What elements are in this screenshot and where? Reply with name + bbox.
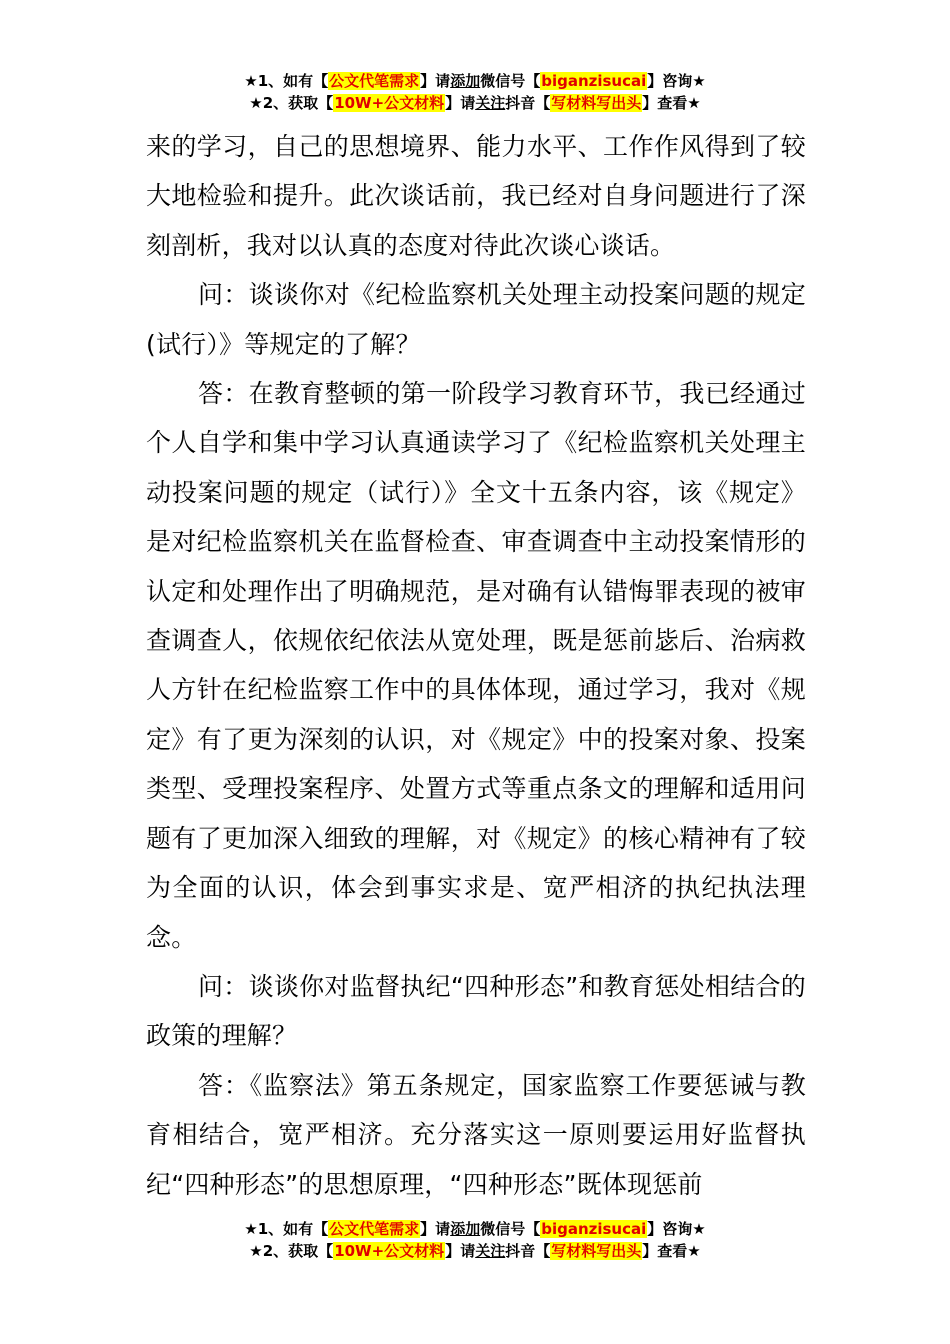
highlight-service: 公文代笔需求 bbox=[329, 1220, 420, 1238]
highlight-wechat-id: biganzisucai bbox=[541, 1220, 647, 1238]
highlight-service: 公文代笔需求 bbox=[329, 72, 420, 90]
banner-line-1: ★1、如有【公文代笔需求】请添加微信号【biganzisucai】咨询★ bbox=[244, 1220, 706, 1238]
highlight-douyin: 写材料写出头 bbox=[551, 94, 642, 112]
highlight-materials: 10W+公文材料 bbox=[334, 1242, 445, 1260]
paragraph-answer-1: 答：在教育整顿的第一阶段学习教育环节，我已经通过个人自学和集中学习认真通读学习了《纪检监察机关处理主动投案问题的规定（试行）》全文十五条内容，该《规定》是对纪检监察机关在监督检查、审查调查中主动投案情形的认定和处理作出了明确规范，是对确有认错悔罪表现的被审查调查人，依规依纪依法从宽处理，既是惩前毖后、治病救人方针在纪检监察工作中的具体体现，通过学习，我对《规定》有了更为深刻的认识，对《规定》中的投案对象、投案类型、受理投案程序、处置方式等重点条文的理解和适用问题有了更加深入细致的理解，对《规定》的核心精神有了较为全面的认识，体会到事实求是、宽严相济的执纪执法理念。 bbox=[146, 379, 806, 952]
highlight-wechat-id: biganzisucai bbox=[541, 72, 647, 90]
document-body bbox=[146, 122, 806, 1209]
banner-line-1: ★1、如有【公文代笔需求】请添加微信号【biganzisucai】咨询★ bbox=[244, 72, 706, 90]
paragraph-continuation: 来的学习，自己的思想境界、能力水平、工作作风得到了较大地检验和提升。此次谈话前，我已经对自身问题进行了深刻剖析，我对以认真的态度对待此次谈心谈话。 bbox=[146, 132, 806, 260]
header-banner bbox=[0, 70, 950, 114]
highlight-douyin: 写材料写出头 bbox=[551, 1242, 642, 1260]
highlight-materials: 10W+公文材料 bbox=[334, 94, 445, 112]
paragraph-question-1: 问：谈谈你对《纪检监察机关处理主动投案问题的规定(试行）》等规定的了解？ bbox=[146, 280, 806, 359]
paragraph-answer-2: 答：《监察法》第五条规定，国家监察工作要惩诫与教育相结合，宽严相济。充分落实这一原则要运用好监督执纪“四种形态”的思想原理，“四种形态”既体现惩前 bbox=[146, 1070, 806, 1199]
banner-line-2: ★2、获取【10W+公文材料】请关注抖音【写材料写出头】查看★ bbox=[249, 1242, 701, 1260]
banner-line-2: ★2、获取【10W+公文材料】请关注抖音【写材料写出头】查看★ bbox=[249, 94, 701, 112]
footer-banner bbox=[0, 1218, 950, 1262]
paragraph-question-2: 问：谈谈你对监督执纪“四种形态”和教育惩处相结合的政策的理解？ bbox=[146, 971, 806, 1051]
